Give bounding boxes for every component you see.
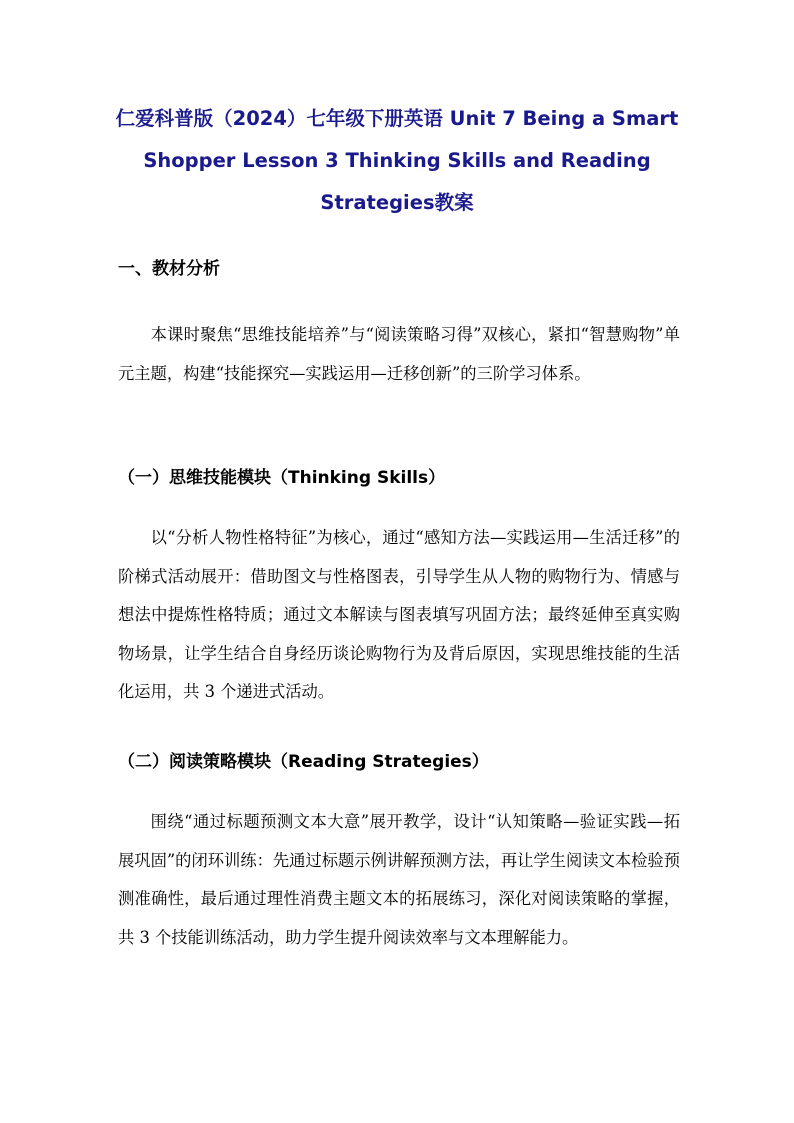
subsection-heading-thinking-skills: （一）思维技能模块（Thinking Skills）: [118, 468, 446, 488]
thinking-skills-paragraph: 以“分析人物性格特征”为核心，通过“感知方法—实践运用—生活迁移”的阶梯式活动展开：借助图文与性格图表，引导学生从人物的购物行为、情感与想法中提炼性格特质；通过文本解读与图表填写巩固方法；最终延伸至真实购物场景，让学生结合自身经历谈论购物行为及背后原因，实现思维技能的生活化运用，共 3 个递进式活动。: [118, 528, 680, 702]
subsection-heading-reading-strategies: （二）阅读策略模块（Reading Strategies）: [118, 752, 489, 772]
reading-strategies-paragraph: 围绕“通过标题预测文本大意”展开教学，设计“认知策略—验证实践—拓展巩固”的闭环训练：先通过标题示例讲解预测方法，再让学生阅读文本检验预测准确性，最后通过理性消费主题文本的拓展练习，深化对阅读策略的掌握，共 3 个技能训练活动，助力学生提升阅读效率与文本理解能力。: [118, 812, 680, 947]
section-heading-textbook-analysis: 一、教材分析: [118, 259, 220, 279]
document-title: 仁爱科普版（2024）七年级下册英语 Unit 7 Being a Smart Shopper Lesson 3 Thinking Skills and Reading Strategies教案: [115, 107, 679, 214]
section-intro-paragraph: 本课时聚焦“思维技能培养”与“阅读策略习得”双核心，紧扣“智慧购物”单元主题，构建“技能探究—实践运用—迁移创新”的三阶学习体系。: [118, 325, 680, 383]
